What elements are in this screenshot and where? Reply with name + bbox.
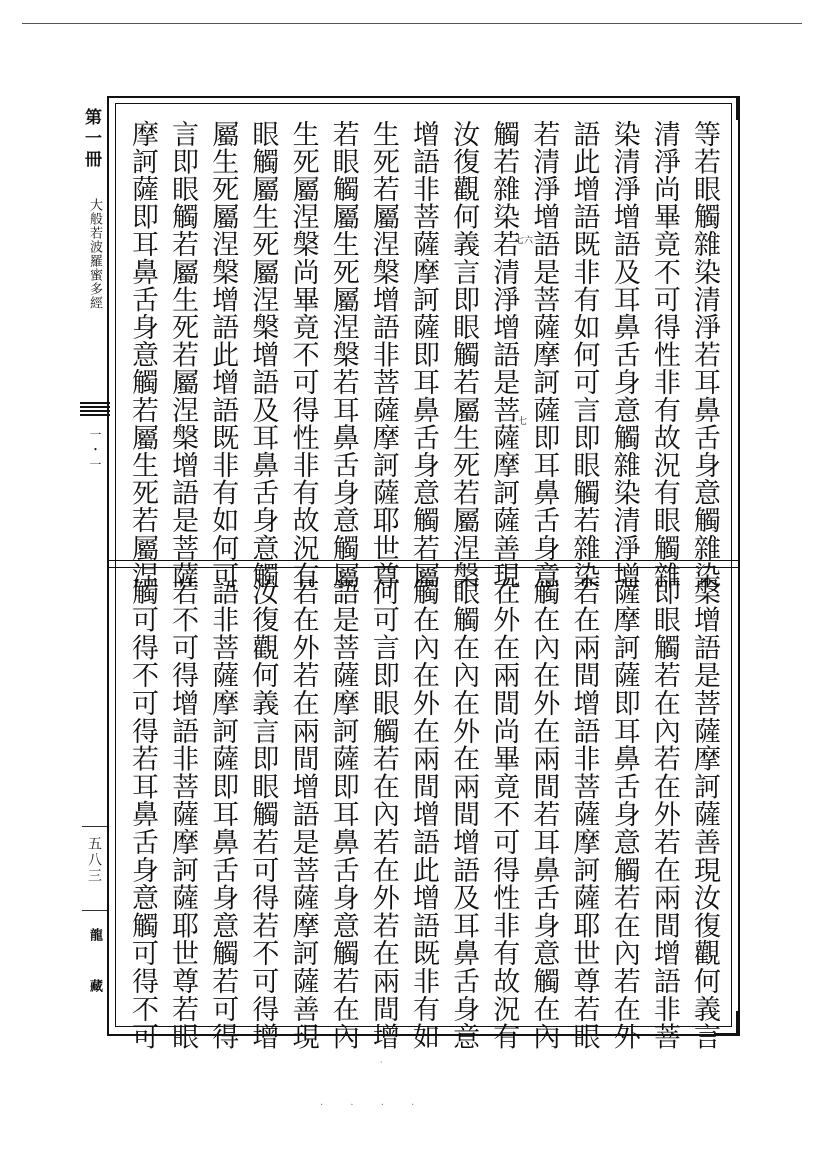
text-column: 語此增語既非有如何可言即眼觸若雜染 xyxy=(568,120,600,590)
page-number: 五八三 xyxy=(86,836,102,884)
margin-rule xyxy=(82,910,108,911)
text-column: 生死若屬涅槃增語非菩薩摩訶薩耶世尊 xyxy=(367,120,399,590)
text-column: 即眼觸若在內若在外若在兩間增語非菩 xyxy=(648,578,680,1051)
text-column: 言即眼觸若屬生死若屬涅槃增語是菩薩 xyxy=(167,120,199,590)
scan-speck: · xyxy=(380,1058,383,1067)
text-column: 生死屬涅槃尚畢竟不可得性非有故況有 xyxy=(287,120,319,590)
volume-label: 第一冊 xyxy=(81,108,101,171)
block-note: 七 xyxy=(518,417,528,427)
text-column: 語非菩薩摩訶薩即耳鼻舌身意觸若可得 xyxy=(207,578,239,1051)
text-column: 在外在兩間尚畢竟不可得性非有故況有 xyxy=(488,578,520,1051)
top-rule xyxy=(22,23,802,24)
text-column: 觸若雜染若清淨增語是菩薩摩訶薩善現 xyxy=(488,120,520,590)
text-column: 薩摩訶薩即耳鼻舌身意觸若在內若在外 xyxy=(608,578,640,1051)
text-column: 摩訶薩即耳鼻舌身意觸若屬生死若屬涅 xyxy=(127,120,158,590)
text-column: 汝復觀何義言即眼觸若屬生死若屬涅槃 xyxy=(448,120,480,590)
text-column: 語是菩薩摩訶薩即耳鼻舌身意觸若在內 xyxy=(327,578,359,1051)
block-note: 七六 xyxy=(515,236,534,246)
scan-specks: · · · · xyxy=(320,1100,427,1111)
fascicle-number: 一・一 xyxy=(88,428,102,473)
text-column: 屬生死屬涅槃增語此增語既非有如何可 xyxy=(207,120,239,590)
text-column: 槃增語是菩薩摩訶薩善現汝復觀何義言 xyxy=(688,578,720,1051)
text-column: 觸在內在外在兩間增語此增語既非有如 xyxy=(407,578,439,1051)
text-column: 觸可得不可得若耳鼻舌身意觸可得不可 xyxy=(127,578,158,1051)
upper-text-panel xyxy=(124,120,722,590)
text-column: 增語非菩薩摩訶薩即耳鼻舌身意觸若屬 xyxy=(407,120,439,590)
text-column: 若在外若在兩間增語是菩薩摩訶薩善現 xyxy=(287,578,319,1051)
longzang-stamp: 龍藏 xyxy=(87,928,102,1030)
text-column: 汝復觀何義言即眼觸若可得若不可得增 xyxy=(247,578,279,1051)
text-column: 染清淨增語及耳鼻舌身意觸雜染清淨增 xyxy=(608,120,640,590)
text-column: 若眼觸屬生死屬涅槃若耳鼻舌身意觸屬 xyxy=(327,120,359,590)
frame-corner-ornament xyxy=(714,96,738,120)
text-column: 若在兩間增語非菩薩摩訶薩耶世尊若眼 xyxy=(568,578,600,1051)
lower-text-panel xyxy=(124,578,722,1051)
sutra-title: 大般若波羅蜜多經 xyxy=(87,198,102,310)
section-marker xyxy=(80,402,110,416)
text-column: 觸在內在外在兩間若耳鼻舌身意觸在內 xyxy=(528,578,560,1051)
text-column: 眼觸在內在外在兩間增語及耳鼻舌身意 xyxy=(448,578,480,1051)
text-column: 清淨尚畢竟不可得性非有故況有眼觸雜 xyxy=(648,120,680,590)
text-column: 若不可得增語非菩薩摩訶薩耶世尊若眼 xyxy=(167,578,199,1051)
text-column: 若清淨增語是菩薩摩訶薩即耳鼻舌身意 xyxy=(528,120,560,590)
text-column: 等若眼觸雜染清淨若耳鼻舌身意觸雜染 xyxy=(688,120,720,590)
margin-rule xyxy=(82,826,108,827)
text-column: 何可言即眼觸若在內若在外若在兩間增 xyxy=(367,578,399,1051)
text-column: 眼觸屬生死屬涅槃增語及耳鼻舌身意觸 xyxy=(247,120,279,590)
